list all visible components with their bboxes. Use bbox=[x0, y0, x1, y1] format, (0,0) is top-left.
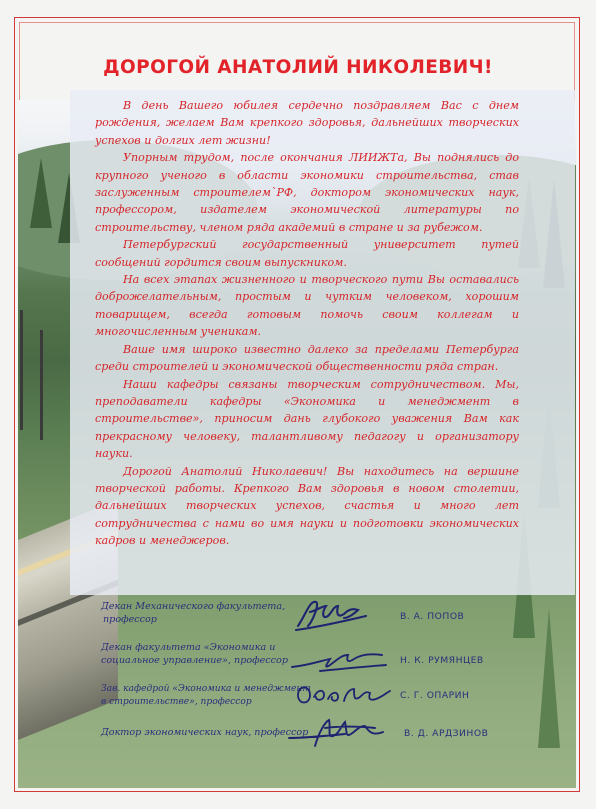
signature-block bbox=[0, 726, 596, 760]
handwritten-signature bbox=[294, 679, 404, 711]
signatory-name: Н. К. РУМЯНЦЕВ bbox=[400, 655, 484, 666]
letter-paragraph: Упорным трудом, после окончания ЛИИЖТа, Вы поднялись до крупного ученого в области экономики строительства, став заслуженным строителем`РФ, доктором экономических наук, профессором, издателем экономической литературы по строительству, членом ряда академий в стране и за рубежом. bbox=[95, 151, 519, 234]
signature-role-line: в строительстве», профессор bbox=[101, 697, 252, 707]
handwritten-signature bbox=[292, 594, 372, 634]
signature-role bbox=[101, 683, 311, 709]
signatory-name: В. Д. АРДЗИНОВ bbox=[404, 728, 489, 739]
signature-role-line: Декан факультета «Экономика и bbox=[101, 642, 276, 653]
signature-role-line: Зав. кафедрой «Экономика и менеджмент bbox=[101, 684, 312, 694]
background-tree bbox=[30, 158, 52, 228]
handwritten-signature bbox=[285, 712, 395, 752]
letter-paragraph: На всех этапах жизненного и творческого пути Вы оставались доброжелательным, простым и чутким человеком, хорошим товарищем, всегда готовым помочь своим коллегам и многочисленным ученикам. bbox=[95, 273, 519, 339]
signature-role bbox=[101, 726, 308, 739]
letter-paragraph: В день Вашего юбилея сердечно поздравляем Вас с днем рождения, желаем Вам крепкого здоровья, дальнейших творческих успехов и долгих лет жизни! bbox=[95, 99, 519, 147]
letter-paragraph: Наши кафедры связаны творческим сотрудничеством. Мы, преподаватели кафедры «Экономика и менеджмент в строительстве», приносим дань глубокого уважения Вам как прекрасному человеку, талантливому педагогу и организатору науки. bbox=[95, 377, 519, 461]
letter-paragraph: Петербургский государственный университет путей сообщений гордится своим выпускником. bbox=[95, 238, 519, 269]
letter-body bbox=[95, 97, 519, 550]
letter-paragraph: Дорогой Анатолий Николаевич! Вы находитесь на вершине творческой работы. Крепкого Вам здоровья в новом столетии, дальнейших творческих успехов, счастья и много лет сотрудничества с нами во имя науки и подготовки экономических кадров и менеджеров. bbox=[95, 464, 519, 548]
page-title: ДОРОГОЙ АНАТОЛИЙ НИКОЛЕВИЧ! bbox=[103, 57, 493, 78]
signatory-name: С. Г. ОПАРИН bbox=[400, 690, 470, 701]
signature-block bbox=[0, 641, 596, 675]
catenary-pole bbox=[20, 310, 23, 430]
signature-role-line: профессор bbox=[103, 614, 157, 625]
signature-block bbox=[0, 600, 596, 634]
letter-paragraph: Ваше имя широко известно далеко за пределами Петербурга среди строителей и экономической общественности ряда стран. bbox=[95, 342, 519, 374]
catenary-pole bbox=[40, 330, 43, 440]
signature-role-line: Доктор экономических наук, профессор bbox=[101, 727, 309, 738]
signatory-name: В. А. ПОПОВ bbox=[400, 611, 465, 622]
signature-role bbox=[101, 641, 288, 667]
signature-role-line: социальное управление», профессор bbox=[101, 655, 288, 666]
signature-role-line: Декан Механического факультета, bbox=[101, 601, 286, 612]
signature-role bbox=[101, 600, 285, 626]
handwritten-signature bbox=[290, 645, 390, 675]
